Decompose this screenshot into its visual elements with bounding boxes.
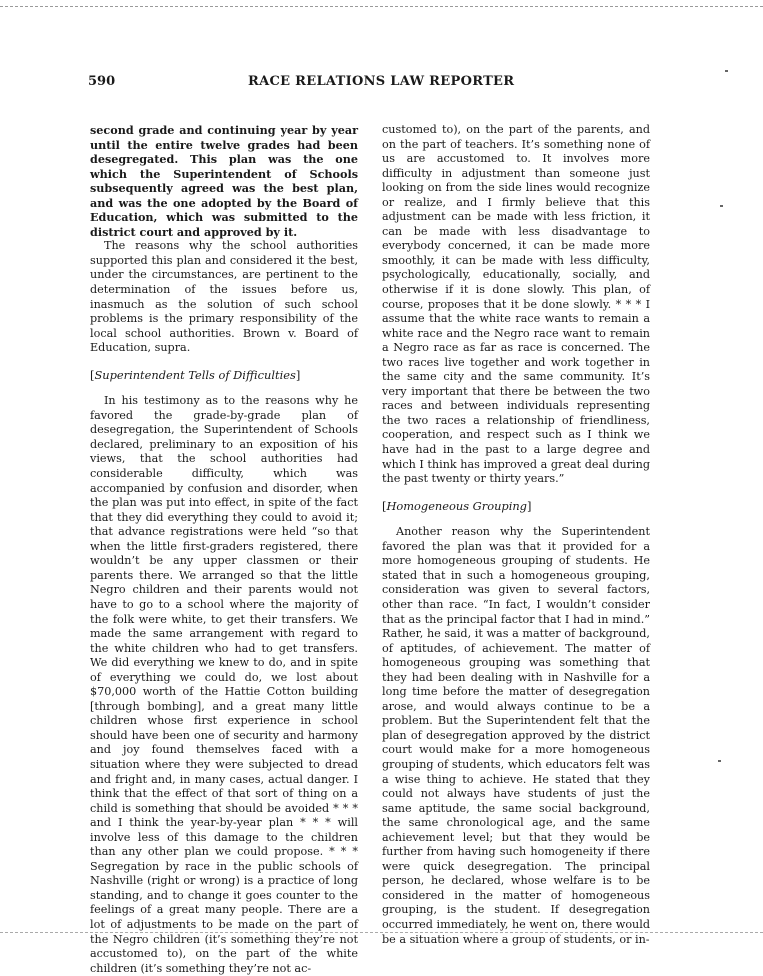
section-heading-difficulties: [Superintendent Tells of Difficulties] (90, 367, 301, 382)
page-number: 590 (88, 74, 116, 89)
scan-speck (718, 760, 721, 762)
scan-speck (725, 70, 728, 72)
section-heading-grouping-text: Homogeneous Grouping (386, 498, 527, 513)
section-heading-grouping: [Homogeneous Grouping] (382, 498, 532, 513)
left-paragraph-reasons: The reasons why the school authorities supported this plan and considered it the best, under the circumstances, are pertinent to the determination of the issues before us, inasmuch as the solution of such school problems is the primary responsibility of the local school authorities. Brown v. Board of Education, supra. (90, 239, 358, 355)
left-paragraph-continued: second grade and continuing year by year until the entire twelve grades had been desegregated. This plan was the one which the Superintendent of Schools subsequently agreed was the best plan, and was the one adopted by the Board of Education, which was submitted to the district court and approved by it. (90, 123, 358, 239)
left-paragraph-testimony: In his testimony as to the reasons why he favored the grade-by-grade plan of desegregation, the Superintendent of Schools declared, preliminary to an exposition of his views, that the school authorities had considerable difficulty, which was accompanied by confusion and disorder, when the plan was put into effect, in spite of the fact that they did everything they could to avoid it; that advance registrations were held “so that when the little first-graders registered, there wouldn’t be any upper classmen or their parents there. We arranged so that the little Negro children and their parents would not have to go to a school where the majority of the folk were white, to get their transfers. We made the same arrangement with regard to the white children who had to get transfers. We did everything we knew to do, and in spite of everything we could do, we lost about $70,000 worth of the Hattie Cotton building [through bombing], and a great many little children whose first experience in school should have been one of security and harmony and joy found themselves faced with a situation where they were subjected to dread and fright and, in many cases, actual danger. I think that the effect of that sort of thing on a child is something that should be avoided * * * and I think the year-by-year plan * * * will involve less of this damage to the children than any other plan we could propose. * * * Segregation by race in the public schools of Nashville (right or wrong) is a practice of long standing, and to change it goes counter to the feelings of a great many people. There are a lot of adjustments to be made on the part of the Negro children (it’s something they’re not accustomed to), on the part of the white children (it’s something they’re not ac- (90, 394, 358, 975)
section-heading-difficulties-text: Superintendent Tells of Difficulties (94, 367, 296, 382)
right-paragraph-continued: customed to), on the part of the parents, and on the part of teachers. It’s something none of us are accustomed to. It involves more difficulty in adjustment than someone just looking on from the side lines would recognize or realize, and I firmly believe that this adjustment can be made with less friction, it can be made with less disadvantage to everybody concerned, it can be made more smoothly, it can be made with less difficulty, psychologically, educationally, socially, and otherwise if it is done slowly. This plan, of course, proposes that it be done slowly. * * * I assume that the white race wants to remain a white race and the Negro race want to remain a Negro race as far as race is concerned. The two races live together and work together in the same city and the same community. It’s very important that there be between the two races and between individuals representing the two races a relationship of friendliness, cooperation, and respect such as I think we have had in the past to a large degree and which I think has improved a great deal during the past twenty or thirty years.” (382, 123, 650, 486)
right-column (382, 123, 650, 947)
page-header (88, 74, 656, 92)
running-title: RACE RELATIONS LAW REPORTER (248, 74, 515, 89)
scan-speck (720, 205, 723, 207)
left-column (90, 123, 358, 976)
top-scan-edge (0, 6, 763, 7)
bottom-scan-edge (0, 932, 763, 933)
right-paragraph-grouping: Another reason why the Superintendent favored the plan was that it provided for a more homogeneous grouping of students. He stated that in such a homogeneous grouping, consideration was given to several factors, other than race. “In fact, I wouldn’t consider that as the principal factor that I had in mind.” Rather, he said, it was a matter of background, of aptitudes, of achievement. The matter of homogeneous grouping was something that they had been dealing with in Nashville for a long time before the matter of desegregation arose, and would always continue to be a problem. But the Superintendent felt that the plan of desegregation approved by the district court would make for a more homogeneous grouping of students, which educators felt was a wise thing to achieve. He stated that they could not always have students of just the same aptitude, the same social background, the same chronological age, and the same achievement level; but that they would be further from having such homogeneity if there were quick desegregation. The principal person, he declared, whose welfare is to be considered in the matter of homogeneous grouping, is the student. If desegregation occurred immediately, he went on, there would be a situation where a group of students, or in- (382, 525, 650, 946)
